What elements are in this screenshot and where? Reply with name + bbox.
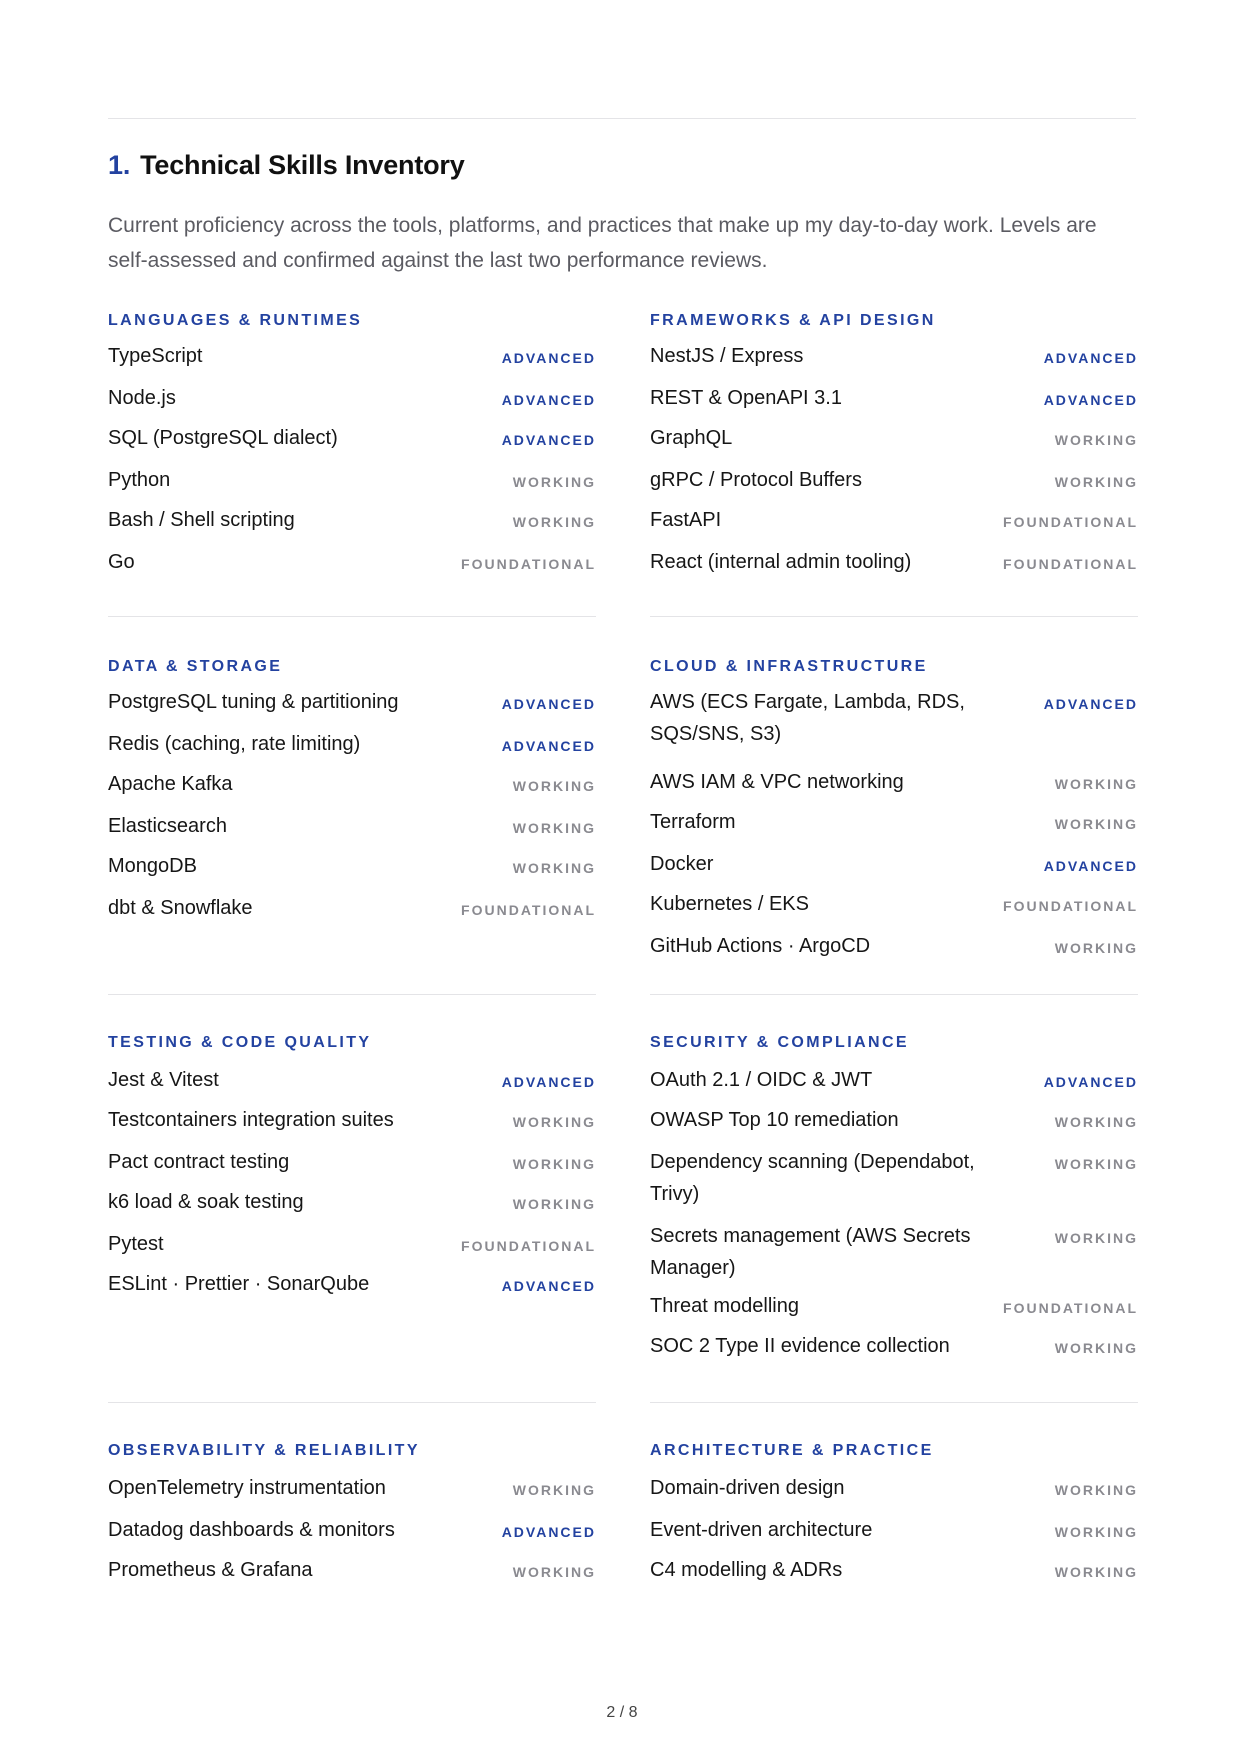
group-divider bbox=[108, 994, 596, 995]
skill-name: Elasticsearch bbox=[108, 815, 227, 837]
skill-name: SQL (PostgreSQL dialect) bbox=[108, 427, 338, 449]
group-divider bbox=[650, 1402, 1138, 1403]
skill-level-badge: WORKING bbox=[1054, 432, 1138, 448]
skill-name: TypeScript bbox=[108, 345, 203, 367]
skill-level-badge: WORKING bbox=[512, 514, 596, 530]
skill-level-badge: WORKING bbox=[1054, 1482, 1138, 1498]
skill-name: Pact contract testing bbox=[108, 1151, 290, 1173]
skill-level-badge: WORKING bbox=[512, 778, 596, 794]
skill-group-title: ARCHITECTURE & PRACTICE bbox=[650, 1442, 934, 1459]
skill-row bbox=[650, 1104, 1138, 1138]
skill-name: AWS (ECS Fargate, Lambda, RDS, SQS/SNS, S3) bbox=[650, 691, 965, 745]
skill-name: OWASP Top 10 remediation bbox=[650, 1109, 899, 1131]
skill-row bbox=[650, 504, 1138, 538]
skill-row bbox=[650, 546, 1138, 580]
skill-level-badge: WORKING bbox=[1054, 1230, 1138, 1246]
skill-group-title: DATA & STORAGE bbox=[108, 658, 283, 675]
skill-row bbox=[650, 1064, 1138, 1098]
skill-name: REST & OpenAPI 3.1 bbox=[650, 387, 842, 409]
skill-level-badge: FOUNDATIONAL bbox=[1003, 1300, 1138, 1316]
skill-level-badge: FOUNDATIONAL bbox=[461, 556, 596, 572]
skill-name: PostgreSQL tuning & partitioning bbox=[108, 691, 399, 713]
top-divider bbox=[108, 118, 1136, 119]
skill-row bbox=[650, 1472, 1138, 1506]
section-heading bbox=[108, 150, 465, 181]
skill-row bbox=[108, 1104, 596, 1138]
skill-group-title: LANGUAGES & RUNTIMES bbox=[108, 312, 363, 329]
skill-level-badge: WORKING bbox=[512, 1564, 596, 1580]
skill-name: Pytest bbox=[108, 1233, 164, 1255]
skill-row bbox=[108, 1228, 596, 1262]
document-page bbox=[108, 0, 1136, 1756]
skill-level-badge: ADVANCED bbox=[501, 1074, 596, 1090]
skill-name: MongoDB bbox=[108, 855, 197, 877]
skill-level-badge: WORKING bbox=[512, 1196, 596, 1212]
skill-group-title: OBSERVABILITY & RELIABILITY bbox=[108, 1442, 420, 1459]
skill-level-badge: WORKING bbox=[512, 474, 596, 490]
skill-name: Kubernetes / EKS bbox=[650, 893, 809, 915]
skill-row bbox=[650, 1220, 1138, 1284]
skill-row bbox=[650, 382, 1138, 416]
skill-row bbox=[108, 546, 596, 580]
skill-level-badge: WORKING bbox=[1054, 1340, 1138, 1356]
skill-group-title: CLOUD & INFRASTRUCTURE bbox=[650, 658, 928, 675]
skill-level-badge: WORKING bbox=[1054, 816, 1138, 832]
skill-row bbox=[108, 1064, 596, 1098]
skill-level-badge: FOUNDATIONAL bbox=[1003, 514, 1138, 530]
skill-name: Datadog dashboards & monitors bbox=[108, 1519, 395, 1541]
skill-row bbox=[108, 892, 596, 926]
skill-row bbox=[650, 1514, 1138, 1548]
skill-name: dbt & Snowflake bbox=[108, 897, 253, 919]
skill-name: Secrets management (AWS Secrets Manager) bbox=[650, 1225, 971, 1279]
skill-level-badge: ADVANCED bbox=[1043, 696, 1138, 712]
skill-row bbox=[650, 930, 1138, 964]
skill-level-badge: WORKING bbox=[1054, 940, 1138, 956]
skill-level-badge: ADVANCED bbox=[1043, 1074, 1138, 1090]
skill-name: AWS IAM & VPC networking bbox=[650, 771, 904, 793]
skill-row bbox=[108, 810, 596, 844]
skill-level-badge: FOUNDATIONAL bbox=[1003, 556, 1138, 572]
skill-row bbox=[108, 1146, 596, 1180]
section-number: 1. bbox=[108, 150, 131, 180]
skill-name: k6 load & soak testing bbox=[108, 1191, 304, 1213]
skill-row bbox=[108, 340, 596, 374]
skill-name: ESLint · Prettier · SonarQube bbox=[108, 1273, 370, 1295]
skill-name: FastAPI bbox=[650, 509, 722, 531]
skill-group-title: FRAMEWORKS & API DESIGN bbox=[650, 312, 936, 329]
skill-name: Prometheus & Grafana bbox=[108, 1559, 313, 1581]
skill-name: OpenTelemetry instrumentation bbox=[108, 1477, 386, 1499]
skill-row bbox=[650, 766, 1138, 800]
group-divider bbox=[650, 994, 1138, 995]
skill-level-badge: WORKING bbox=[1054, 474, 1138, 490]
skill-name: Threat modelling bbox=[650, 1295, 799, 1317]
skill-name: React (internal admin tooling) bbox=[650, 551, 912, 573]
skill-row bbox=[650, 1290, 1138, 1324]
skill-level-badge: WORKING bbox=[1054, 1524, 1138, 1540]
skill-name: Dependency scanning (Dependabot, Trivy) bbox=[650, 1151, 975, 1205]
skill-row bbox=[108, 768, 596, 802]
skill-level-badge: WORKING bbox=[1054, 776, 1138, 792]
skill-name: Bash / Shell scripting bbox=[108, 509, 295, 531]
skill-name: Jest & Vitest bbox=[108, 1069, 219, 1091]
skill-row bbox=[108, 422, 596, 456]
skill-name: GitHub Actions · ArgoCD bbox=[650, 935, 871, 957]
skill-name: Apache Kafka bbox=[108, 773, 233, 795]
skill-name: Go bbox=[108, 551, 135, 573]
skill-level-badge: ADVANCED bbox=[1043, 350, 1138, 366]
skill-name: Domain-driven design bbox=[650, 1477, 845, 1499]
skill-level-badge: WORKING bbox=[512, 820, 596, 836]
skill-row bbox=[108, 1186, 596, 1220]
skill-row bbox=[650, 686, 1138, 750]
skill-level-badge: ADVANCED bbox=[501, 696, 596, 712]
skill-name: Terraform bbox=[650, 811, 736, 833]
skill-group-title: TESTING & CODE QUALITY bbox=[108, 1034, 372, 1051]
skill-name: gRPC / Protocol Buffers bbox=[650, 469, 862, 491]
skill-group-title: SECURITY & COMPLIANCE bbox=[650, 1034, 910, 1051]
skill-name: Python bbox=[108, 469, 171, 491]
skill-row bbox=[650, 888, 1138, 922]
skill-level-badge: WORKING bbox=[512, 1156, 596, 1172]
skill-row bbox=[650, 422, 1138, 456]
group-divider bbox=[650, 616, 1138, 617]
skill-row bbox=[108, 504, 596, 538]
skill-row bbox=[650, 848, 1138, 882]
skill-name: Testcontainers integration suites bbox=[108, 1109, 394, 1131]
skill-level-badge: WORKING bbox=[512, 1114, 596, 1130]
skill-row bbox=[650, 1554, 1138, 1588]
skill-level-badge: WORKING bbox=[512, 860, 596, 876]
skill-row bbox=[108, 850, 596, 884]
skill-row bbox=[650, 1146, 1138, 1210]
skill-row bbox=[108, 1472, 596, 1506]
skill-row bbox=[108, 728, 596, 762]
skill-level-badge: FOUNDATIONAL bbox=[1003, 898, 1138, 914]
skill-name: GraphQL bbox=[650, 427, 733, 449]
skill-level-badge: ADVANCED bbox=[501, 1278, 596, 1294]
skill-level-badge: WORKING bbox=[1054, 1156, 1138, 1172]
skill-level-badge: WORKING bbox=[512, 1482, 596, 1498]
skill-name: Node.js bbox=[108, 387, 176, 409]
skill-name: SOC 2 Type II evidence collection bbox=[650, 1335, 950, 1357]
skill-level-badge: ADVANCED bbox=[501, 1524, 596, 1540]
skill-name: OAuth 2.1 / OIDC & JWT bbox=[650, 1069, 873, 1091]
skill-row bbox=[650, 1330, 1138, 1364]
skill-level-badge: ADVANCED bbox=[501, 738, 596, 754]
skill-row bbox=[108, 1554, 596, 1588]
section-title: Technical Skills Inventory bbox=[140, 150, 465, 180]
skill-name: Event-driven architecture bbox=[650, 1519, 873, 1541]
skill-row bbox=[108, 686, 596, 720]
skill-row bbox=[650, 340, 1138, 374]
skill-level-badge: ADVANCED bbox=[1043, 392, 1138, 408]
skill-level-badge: ADVANCED bbox=[501, 392, 596, 408]
group-divider bbox=[108, 1402, 596, 1403]
skill-name: NestJS / Express bbox=[650, 345, 804, 367]
skill-level-badge: WORKING bbox=[1054, 1114, 1138, 1130]
skill-level-badge: ADVANCED bbox=[501, 350, 596, 366]
skill-name: Docker bbox=[650, 853, 714, 875]
group-divider bbox=[108, 616, 596, 617]
skill-row bbox=[650, 806, 1138, 840]
skill-level-badge: WORKING bbox=[1054, 1564, 1138, 1580]
skill-row bbox=[108, 1514, 596, 1548]
skill-row bbox=[108, 464, 596, 498]
skill-name: Redis (caching, rate limiting) bbox=[108, 733, 361, 755]
skill-level-badge: ADVANCED bbox=[501, 432, 596, 448]
skill-name: C4 modelling & ADRs bbox=[650, 1559, 843, 1581]
section-intro: Current proficiency across the tools, platforms, and practices that make up my day-to-day work. Levels are self-assessed and confirmed against the last two performance reviews. bbox=[108, 214, 1097, 272]
skill-row bbox=[108, 382, 596, 416]
page-number: 2 / 8 bbox=[606, 1704, 638, 1721]
skill-level-badge: ADVANCED bbox=[1043, 858, 1138, 874]
skill-row bbox=[108, 1268, 596, 1302]
skill-row bbox=[650, 464, 1138, 498]
skill-level-badge: FOUNDATIONAL bbox=[461, 1238, 596, 1254]
skill-level-badge: FOUNDATIONAL bbox=[461, 902, 596, 918]
